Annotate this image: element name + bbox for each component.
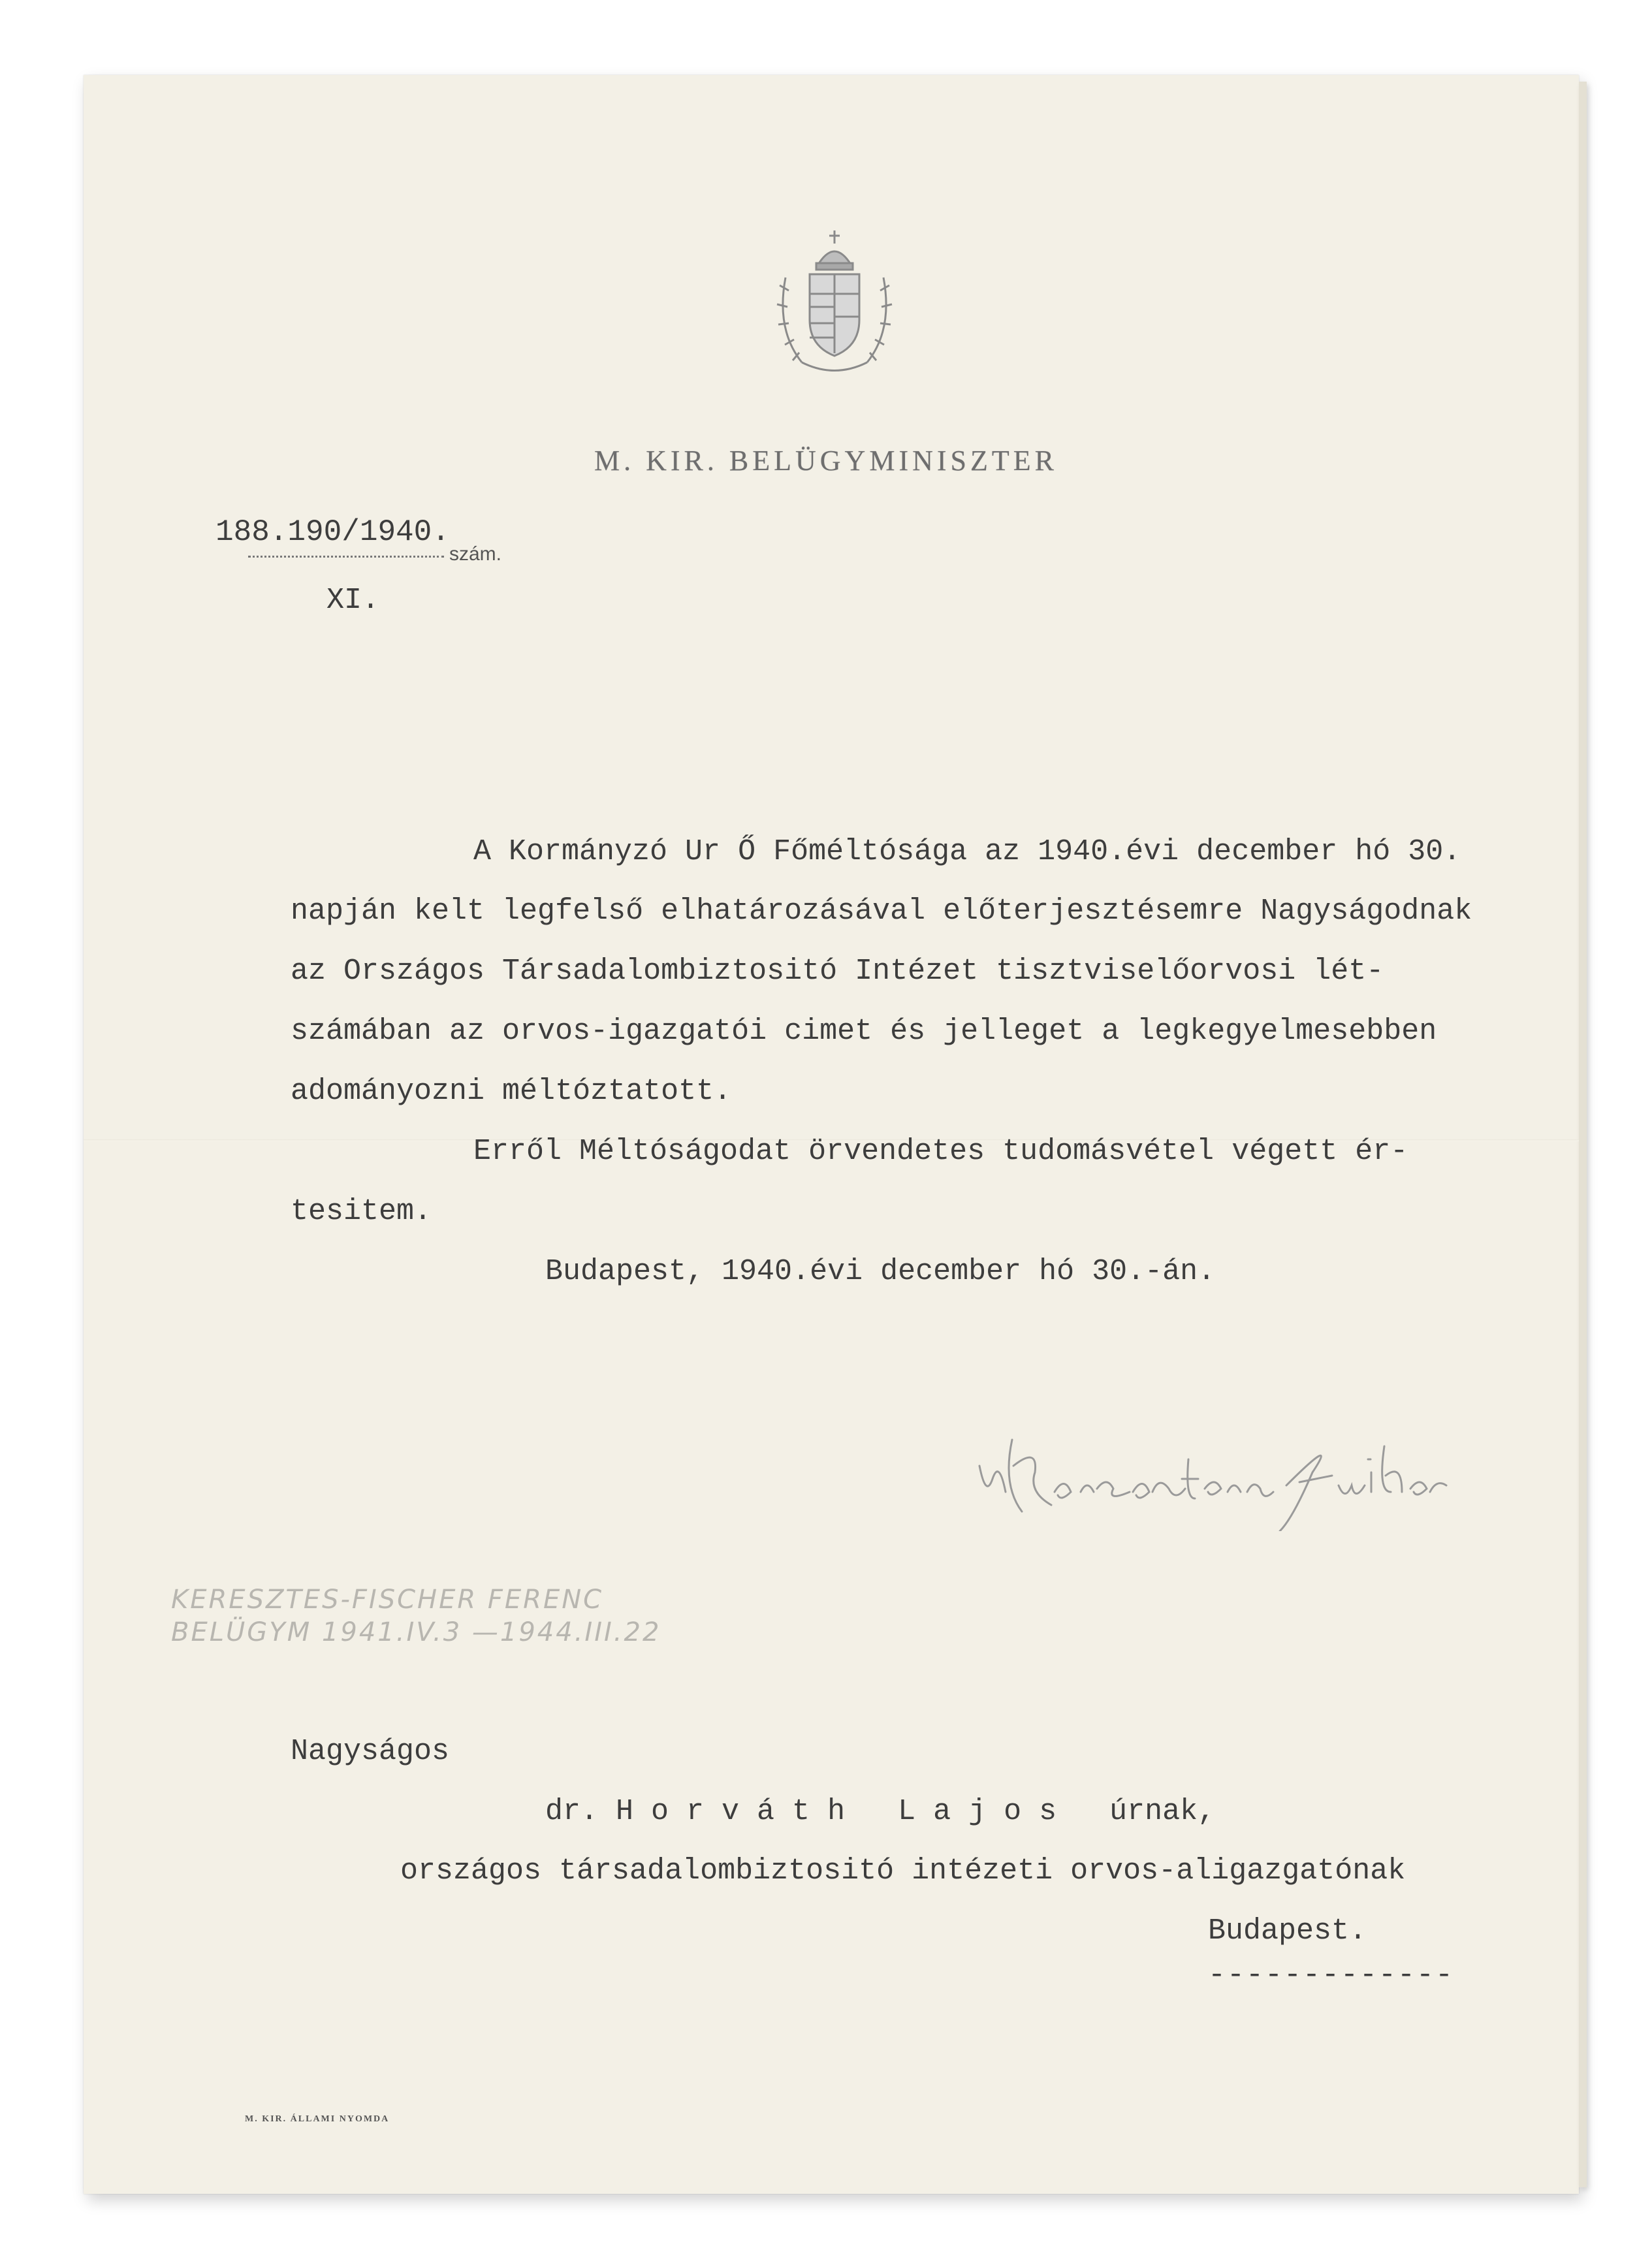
body-line: az Országos Társadalombiztositó Intézet tisztviselőorvosi lét- — [291, 955, 1384, 988]
pencil-note: KERESZTES-FISCHER FERENC — [171, 1585, 604, 1615]
printer-imprint: M. KIR. ÁLLAMI NYOMDA — [245, 2114, 390, 2124]
handwritten-signature — [973, 1420, 1456, 1531]
recipient-city: Budapest. — [1208, 1914, 1367, 1948]
city-underline: ------------- — [1208, 1959, 1455, 1992]
body-line: napján kelt legfelső elhatározásával előterjesztésemre Nagyságodnak — [291, 895, 1472, 928]
date-line: Budapest, 1940.évi december hó 30.-án. — [545, 1255, 1216, 1288]
body-line: tesitem. — [291, 1195, 432, 1228]
coat-of-arms-icon — [763, 225, 906, 382]
reference-label: szám. — [449, 543, 502, 565]
salutation: Nagyságos — [291, 1735, 450, 1768]
body-line: adományozni méltóztatott. — [291, 1075, 732, 1108]
pencil-note: BELÜGYM 1941.IV.3 —1944.III.22 — [171, 1617, 661, 1647]
body-line: számában az orvos-igazgatói cimet és jelleget a legkegyelmesebben — [291, 1015, 1437, 1048]
reference-dotted-line — [248, 556, 444, 558]
recipient-position: országos társadalombiztositó intézeti orvos-aligazgatónak — [400, 1854, 1406, 1888]
body-line: Erről Méltóságodat örvendetes tudomásvétel végett ér- — [473, 1135, 1408, 1168]
recipient-name: dr. H o r v á t h L a j o s úrnak, — [545, 1795, 1216, 1828]
department-code: XI. — [326, 584, 380, 617]
second-sheet-edge — [1579, 82, 1587, 2187]
reference-number: 188.190/1940. — [215, 515, 450, 549]
body-line: A Kormányzó Ur Ő Főméltósága az 1940.évi december hó 30. — [473, 835, 1461, 868]
letterhead-title: M. KIR. BELÜGYMINISZTER — [594, 445, 1058, 477]
